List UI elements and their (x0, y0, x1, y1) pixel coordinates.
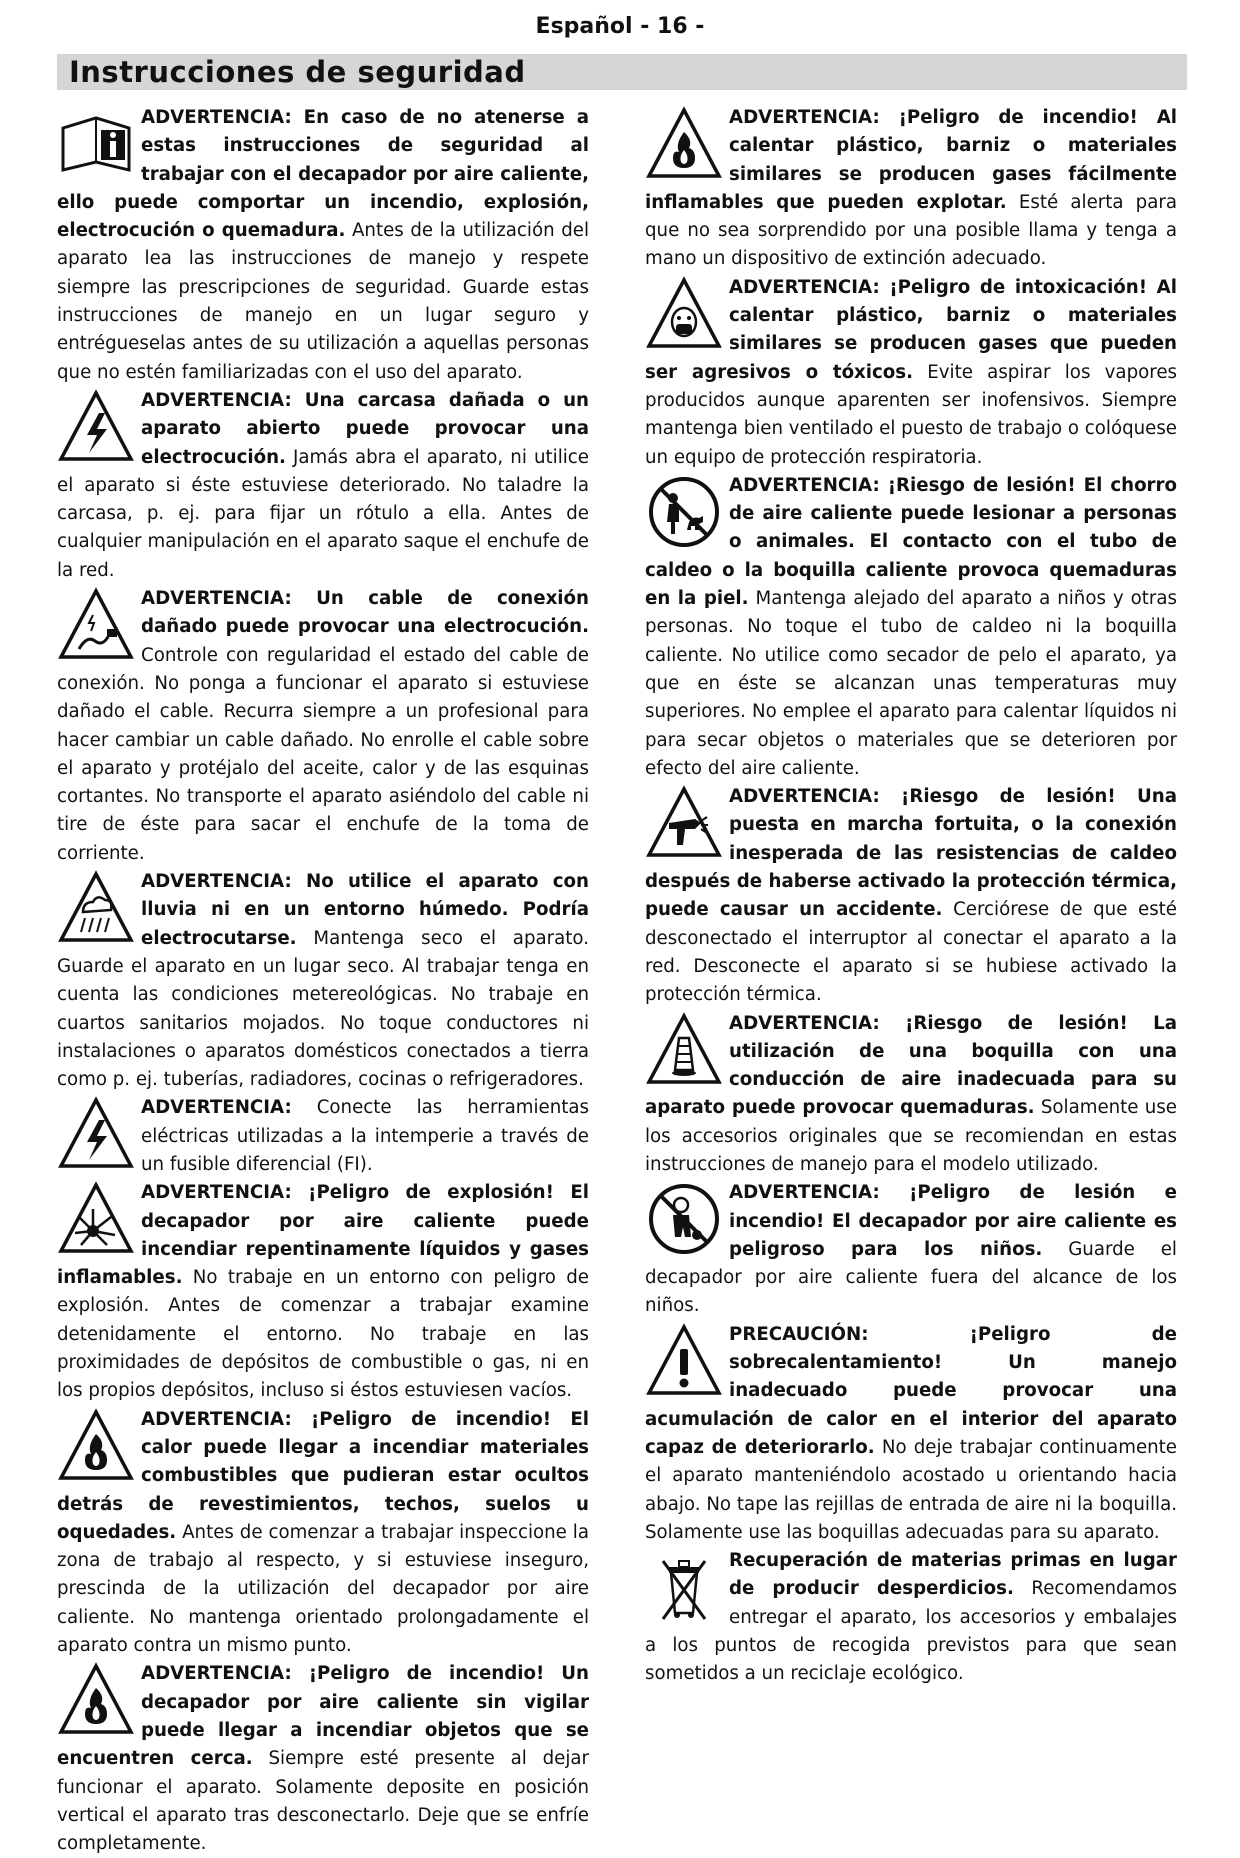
warning-heading: ADVERTENCIA: ¡Peligro de intoxicación! Al calentar plástico, barniz o materiales similares se producen gases que pueden ser agresivos o tóxicos. (645, 276, 1177, 383)
warning-body: Solamente use los accesorios originales que se recomiendan en estas instrucciones de manejo para el modelo utilizado. (645, 1097, 1177, 1175)
flammable-gas-icon (645, 104, 723, 184)
warning-body: Jamás abra el aparato, ni utilice el aparato si éste estuviese deteriorado. No taladre la carcasa, p. ej. para fijar un rótulo a ella. Antes de cualquier manipulación en el aparato saque el enchufe de la red. (57, 446, 589, 581)
warning-body: No trabaje en un entorno con peligro de explosión. Antes de comenzar a trabajar examine detenidamente el entorno. No trabaje en las proximidades de depósitos de combustible o gas, ni en los propios depósitos, incluso si éstos estuviesen vacíos. (57, 1267, 589, 1402)
warning-block (57, 387, 589, 585)
warning-heading: ADVERTENCIA: ¡Riesgo de lesión! La utilización de una boquilla con una conducción de aire inadecuada para su aparato puede provocar quemaduras. (645, 1012, 1177, 1119)
electric-hazard-icon (57, 387, 135, 467)
warning-block (645, 1321, 1177, 1547)
warning-heading: PRECAUCIÓN: ¡Peligro de sobrecalentamiento! Un manejo inadecuado puede provocar una acumulación de calor en el interior del aparato capaz de deteriorarlo. (645, 1323, 1177, 1458)
warning-block (57, 104, 589, 387)
warning-heading: Recuperación de materias primas en lugar de producir desperdicios. (729, 1550, 1177, 1600)
warning-heading: ADVERTENCIA: En caso de no atenerse a estas instrucciones de seguridad al trabajar con el decapador por aire caliente, ello puede comportar un incendio, explosión, electrocución o quemadura. (57, 107, 589, 242)
warning-block (645, 104, 1177, 274)
respirator-icon (645, 274, 723, 354)
warning-heading: ADVERTENCIA: ¡Riesgo de lesión! Una puesta en marcha fortuita, o la conexión inesperada de las resistencias de caldeo después de haberse activado la protección térmica, puede causar un accidente. (645, 786, 1177, 921)
explosion-hazard-icon (57, 1179, 135, 1259)
no-children-icon (645, 1179, 723, 1259)
exclamation-warning-icon (645, 1321, 723, 1401)
warning-heading: ADVERTENCIA: (141, 1097, 292, 1119)
warning-block (57, 868, 589, 1094)
no-people-animals-icon (645, 472, 723, 552)
warning-block (645, 783, 1177, 1009)
info-book-icon (57, 104, 135, 184)
warning-body: Controle con regularidad el estado del cable de conexión. No ponga a funcionar el aparato si estuviese dañado el cable. Recurra siempre a un profesional para hacer cambiar un cable dañado. No enrolle el cable sobre el aparato y protéjalo del aceite, calor y de las esquinas cortantes. No transporte el aparato asiéndolo del cable ni tire de éste para sacar el enchufe de la toma de corriente. (57, 644, 589, 864)
warning-body: Cerciórese de que esté desconectado el interruptor al conectar el aparato a la red. Desconecte el aparato si se hubiese activado la protección térmica. (645, 899, 1177, 1006)
warning-block (645, 472, 1177, 783)
warning-heading: ADVERTENCIA: ¡Peligro de lesión e incendio! El decapador por aire caliente es peligroso para los niños. (729, 1182, 1177, 1260)
warning-body: Antes de la utilización del aparato lea las instrucciones de manejo y respete siempre las prescripciones de seguridad. Guarde estas instrucciones de manejo en un lugar seguro y entrégueselas antes de su utilización a aquellas personas que no estén familiarizadas con el uso del aparato. (57, 220, 589, 383)
warning-block (57, 1406, 589, 1661)
warning-body: Mantenga seco el aparato. Guarde el aparato en un lugar seco. Al trabajar tenga en cuenta las condiciones metereológicas. No trabaje en cuartos sanitarios mojados. No toque conductores ni instalaciones o aparatos domésticos conectados a tierra como p. ej. tuberías, radiadores, cocinas o refrigeradores. (57, 927, 589, 1091)
fire-hazard-icon (57, 1406, 135, 1486)
warning-block (645, 1010, 1177, 1180)
warning-body: Mantenga alejado del aparato a niños y otras personas. No toque el tubo de caldeo ni la boquilla caliente. No utilice como secador de pelo el aparato, ya que en éste se alcanzan unas temperaturas muy superiores. No emplee el aparato para calentar líquidos ni para secar objetos o materiales que se deterioren por efecto del aire caliente. (645, 588, 1178, 779)
heat-gun-warning-icon (645, 783, 723, 863)
warning-body: Guarde el decapador por aire caliente fuera del alcance de los niños. (645, 1238, 1177, 1317)
warning-heading: ADVERTENCIA: ¡Riesgo de lesión! El chorro de aire caliente puede lesionar a personas o animales. El contacto con el tubo de caldeo o la boquilla caliente provoca quemaduras en la piel. (645, 474, 1177, 610)
section-title: Instrucciones de seguridad (57, 54, 1187, 90)
warning-block (57, 1660, 589, 1858)
recycling-bin-icon (645, 1547, 723, 1627)
warning-heading: ADVERTENCIA: ¡Peligro de incendio! Al calentar plástico, barniz o materiales similares se producen gases fácilmente inflamables que pueden explotar. (645, 107, 1177, 213)
fire-hazard-icon (57, 1660, 135, 1740)
warning-heading: ADVERTENCIA: Una carcasa dañada o un aparato abierto puede provocar una electrocución. (141, 389, 589, 468)
electric-hazard-icon (57, 1094, 135, 1174)
warning-body: Conecte las herramientas eléctricas utilizadas a la intemperie a través de un fusible diferencial (FI). (141, 1097, 589, 1175)
warning-body: Evite aspirar los vapores producidos aunque aparenten ser inofensivos. Siempre mantenga bien ventilado el puesto de trabajo o colóquese un equipo de protección respiratoria. (645, 361, 1177, 468)
warning-block (57, 1179, 589, 1405)
warning-heading: ADVERTENCIA: ¡Peligro de incendio! Un decapador por aire caliente sin vigilar puede llegar a incendiar objetos que se encuentren cerca. (57, 1663, 589, 1770)
rain-hazard-icon (57, 868, 135, 948)
right-column (645, 104, 1177, 1689)
warning-body: Recomendamos entregar el aparato, los accesorios y embalajes a los puntos de recogida previstos para que sean sometidos a un reciclaje ecológico. (645, 1578, 1177, 1685)
warning-block (645, 1547, 1177, 1688)
warning-heading: ADVERTENCIA: Un cable de conexión dañado puede provocar una electrocución. (141, 588, 589, 638)
warning-body: Esté alerta para que no sea sorprendido por una posible llama y tenga a mano un dispositivo de extinción adecuado. (645, 191, 1177, 270)
nozzle-warning-icon (645, 1010, 723, 1090)
warning-block (645, 274, 1177, 472)
warning-block (57, 1094, 589, 1179)
damaged-cable-icon (57, 585, 135, 665)
warning-block (57, 585, 589, 868)
warning-body: Antes de comenzar a trabajar inspeccione la zona de trabajo al respecto, y si estuviese inseguro, prescinda de la utilización del decapador por aire caliente. No mantenga orientado prolongadamente el aparato contra un mismo punto. (57, 1521, 589, 1657)
left-column (57, 104, 589, 1858)
page-number-header: Español - 16 - (535, 14, 705, 39)
warning-heading: ADVERTENCIA: No utilice el aparato con lluvia ni en un entorno húmedo. Podría electrocutarse. (141, 871, 589, 949)
warning-heading: ADVERTENCIA: ¡Peligro de incendio! El calor puede llegar a incendiar materiales combustibles que pudieran estar ocultos detrás de revestimientos, techos, suelos u oquedades. (57, 1408, 589, 1543)
warning-body: Siempre esté presente al dejar funcionar el aparato. Solamente deposite en posición vertical el aparato tras desconectarlo. Deje que se enfríe completamente. (57, 1748, 589, 1855)
warning-body: No deje trabajar continuamente el aparato manteniéndolo acostado u orientando hacia abajo. No tape las rejillas de entrada de aire ni la boquilla. Solamente use las boquillas adecuadas para su aparato. (645, 1436, 1177, 1543)
warning-heading: ADVERTENCIA: ¡Peligro de explosión! El decapador por aire caliente puede incendiar repentinamente líquidos y gases inflamables. (57, 1182, 589, 1289)
warning-block (645, 1179, 1177, 1320)
